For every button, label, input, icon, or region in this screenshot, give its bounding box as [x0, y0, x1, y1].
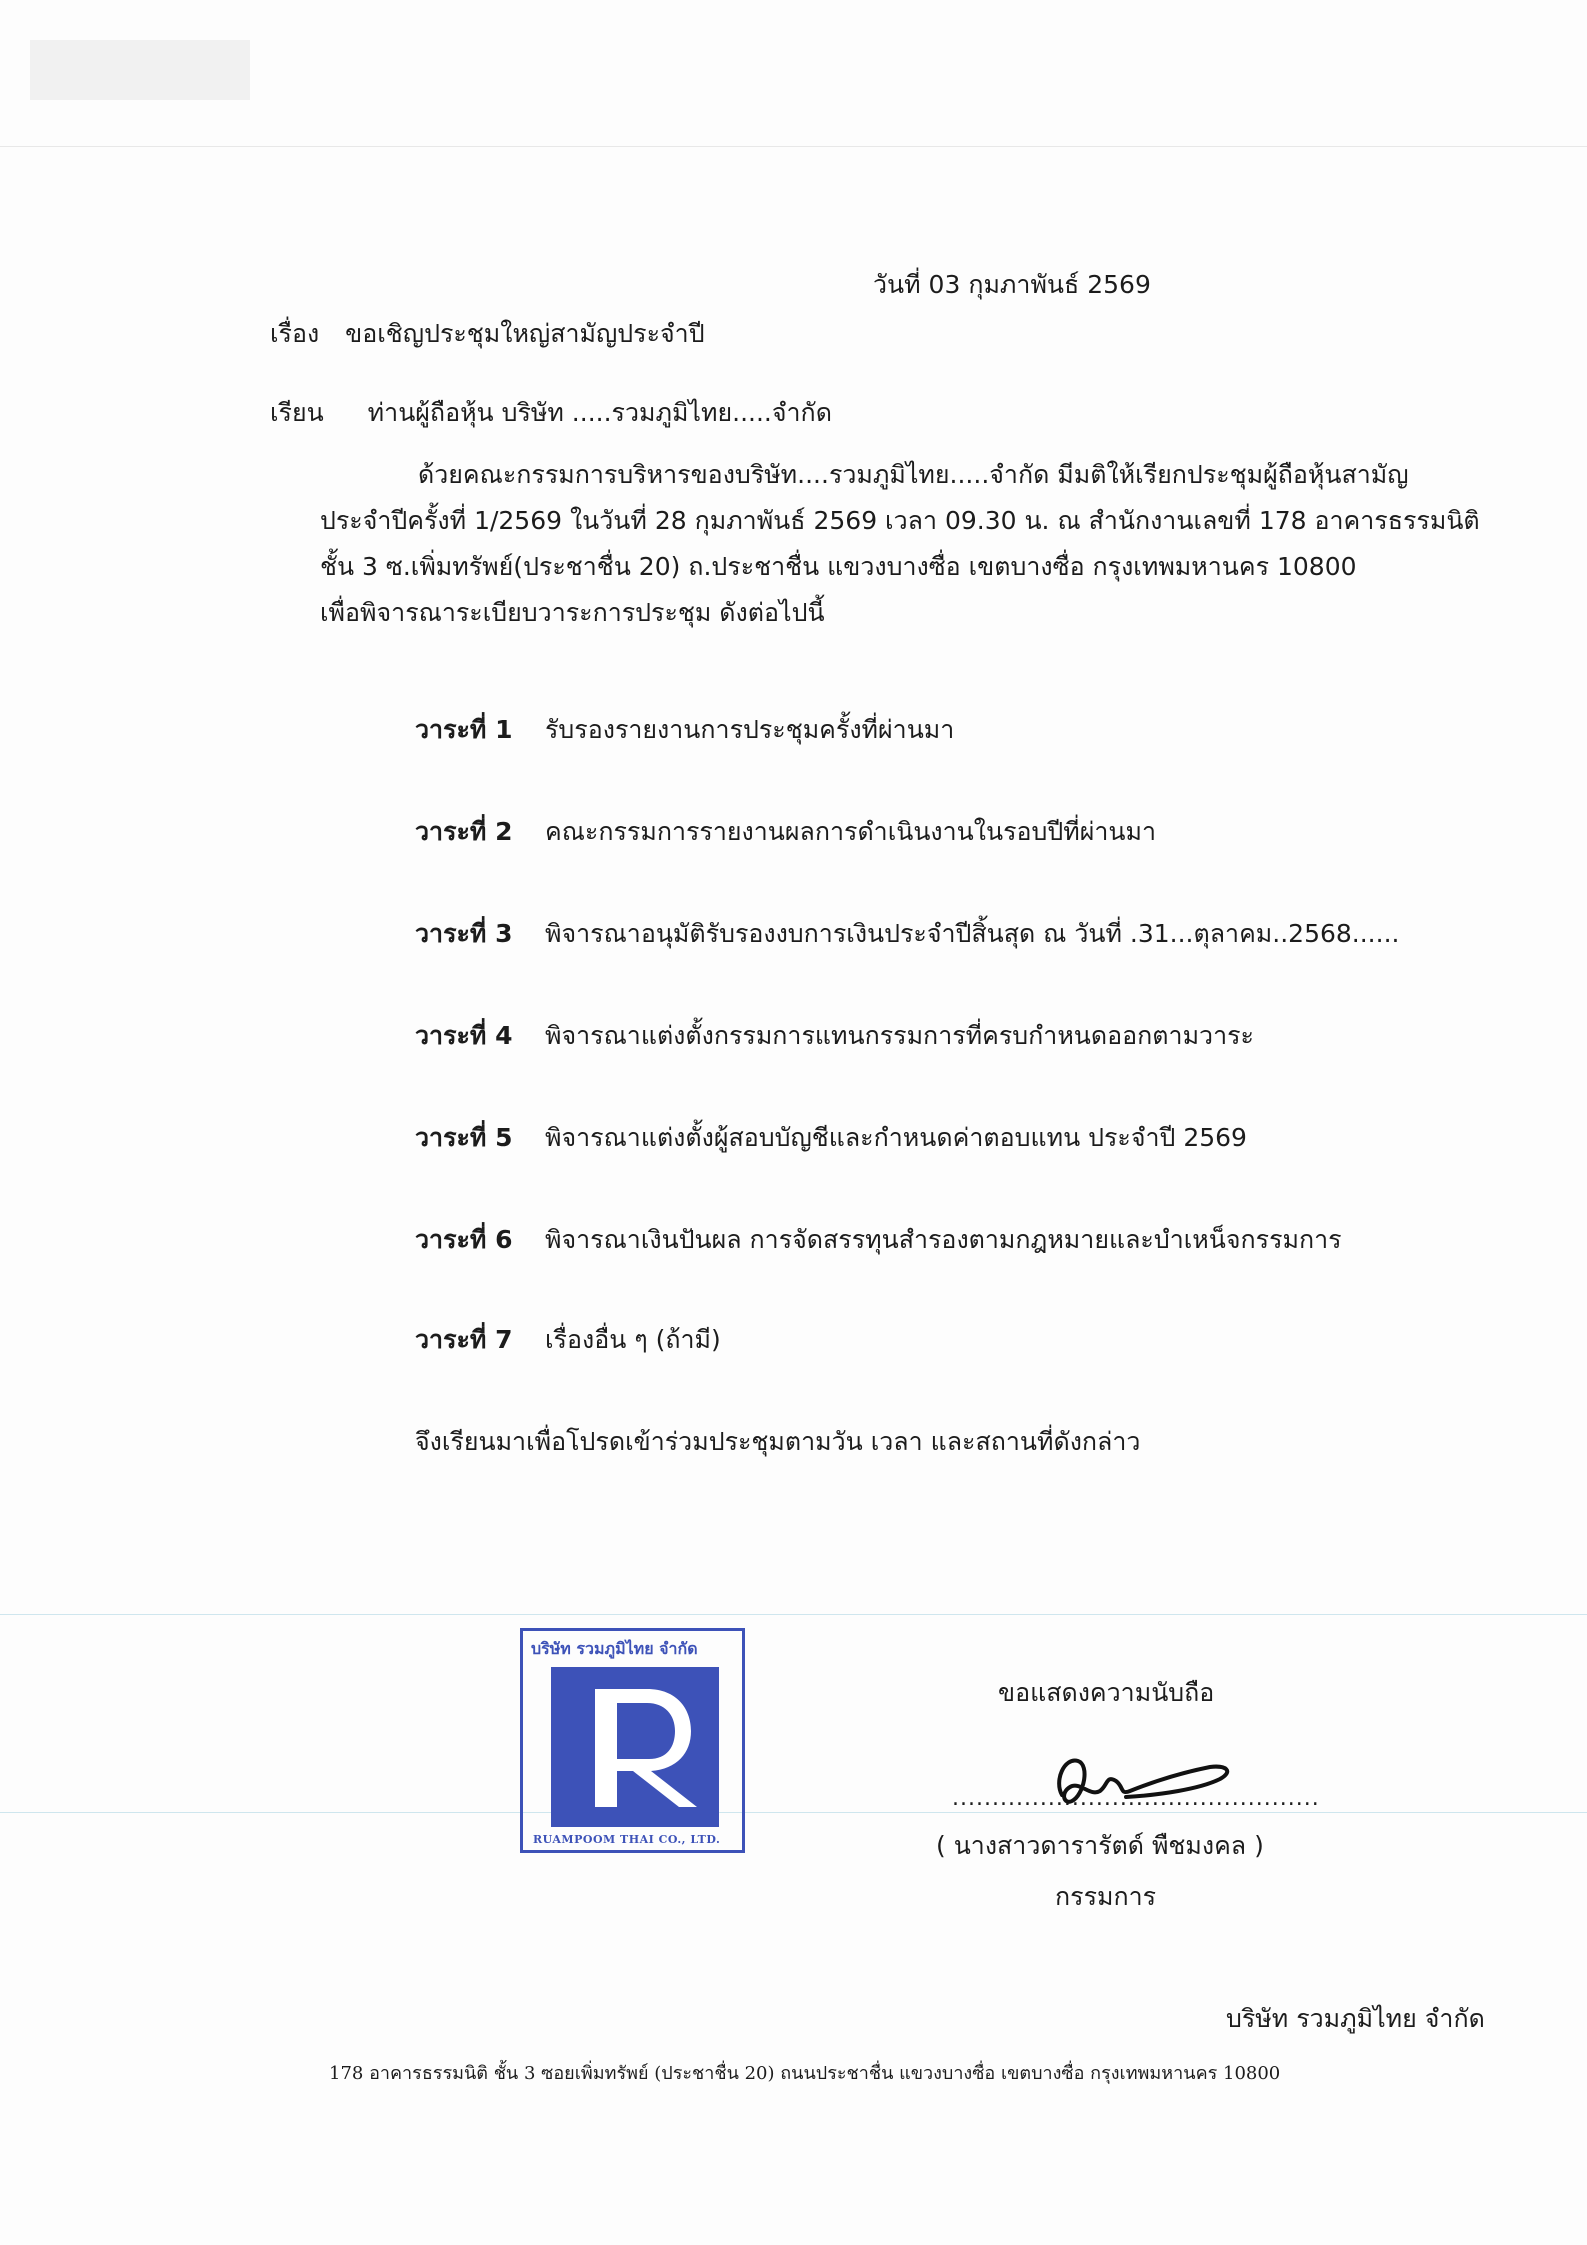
agenda-text: พิจารณาแต่งตั้งผู้สอบบัญชีและกำหนดค่าตอบแทน ประจำปี 2569: [545, 1123, 1247, 1152]
regards-text: ขอแสดงความนับถือ: [998, 1678, 1215, 1707]
agenda-text: เรื่องอื่น ๆ (ถ้ามี): [545, 1325, 721, 1354]
intro-line: เพื่อพิจารณาระเบียบวาระการประชุม ดังต่อไปนี้: [320, 598, 825, 627]
letter-date: วันที่ 03 กุมภาพันธ์ 2569: [873, 270, 1151, 299]
agenda-number: วาระที่ 6: [415, 1225, 513, 1254]
intro-line: ประจำปีครั้งที่ 1/2569 ในวันที่ 28 กุมภาพันธ์ 2569 เวลา 09.30 น. ณ สำนักงานเลขที่ 178 อาคารธรรมนิติ: [320, 506, 1480, 535]
subject-line: [270, 317, 705, 351]
signatory-name: ( นางสาวดารารัตด์ พืชมงคล ): [936, 1831, 1264, 1860]
agenda-item: [415, 1220, 1342, 1260]
agenda-number: วาระที่ 4: [415, 1021, 513, 1050]
footer-company: บริษัท รวมภูมิไทย จำกัด: [1226, 2004, 1485, 2033]
recipient-text: ท่านผู้ถือหุ้น บริษัท .....รวมภูมิไทย.....จำกัด: [367, 398, 832, 427]
agenda-number: วาระที่ 7: [415, 1325, 513, 1354]
closing-sentence: จึงเรียนมาเพื่อโปรดเข้าร่วมประชุมตามวัน เวลา และสถานที่ดังกล่าว: [415, 1427, 1141, 1456]
company-stamp: [520, 1628, 745, 1853]
recipient-label: เรียน: [270, 398, 324, 427]
agenda-text: คณะกรรมการรายงานผลการดำเนินงานในรอบปีที่ผ่านมา: [545, 817, 1157, 846]
signature-dotted-line: ..............................................: [952, 1786, 1320, 1811]
agenda-text: พิจารณาเงินปันผล การจัดสรรทุนสำรองตามกฎหมายและบำเหน็จกรรมการ: [545, 1225, 1342, 1254]
agenda-number: วาระที่ 3: [415, 919, 513, 948]
agenda-item: [415, 710, 954, 750]
agenda-number: วาระที่ 2: [415, 817, 513, 846]
scan-artifact: [30, 40, 250, 100]
scan-line: [0, 1614, 1587, 1615]
intro-line: ด้วยคณะกรรมการบริหารของบริษัท....รวมภูมิไทย.....จำกัด มีมติให้เรียกประชุมผู้ถือหุ้นสามัญ: [418, 460, 1409, 489]
agenda-item: [415, 1320, 721, 1360]
footer-address: 178 อาคารธรรมนิติ ชั้น 3 ซอยเพิ่มทรัพย์ (ประชาชื่น 20) ถนนประชาชื่น แขวงบางซื่อ เขตบางซื่อ กรุงเทพมหานคร 10800: [329, 2063, 1281, 2084]
stamp-bottom-text: RUAMPOOM THAI CO., LTD.: [533, 1833, 721, 1846]
agenda-text: รับรองรายงานการประชุมครั้งที่ผ่านมา: [545, 715, 955, 744]
intro-line: ชั้น 3 ซ.เพิ่มทรัพย์(ประชาชื่น 20) ถ.ประชาชื่น แขวงบางซื่อ เขตบางซื่อ กรุงเทพมหานคร 10800: [320, 552, 1357, 581]
agenda-text: พิจารณาอนุมัติรับรองงบการเงินประจำปีสิ้นสุด ณ วันที่ .31...ตุลาคม..2568......: [545, 919, 1400, 948]
agenda-item: [415, 812, 1156, 852]
signature-icon: [1050, 1745, 1240, 1815]
stamp-top-text: บริษัท รวมภูมิไทย จำกัด: [531, 1639, 698, 1658]
subject-text: ขอเชิญประชุมใหญ่สามัญประจำปี: [345, 319, 705, 348]
agenda-item: [415, 1118, 1247, 1158]
agenda-number: วาระที่ 1: [415, 715, 513, 744]
agenda-item: [415, 914, 1399, 954]
subject-label: เรื่อง: [270, 319, 320, 348]
intro-paragraph: [320, 452, 1510, 636]
scan-line: [0, 146, 1587, 147]
signatory-position: กรรมการ: [1055, 1882, 1157, 1911]
scan-line: [0, 1812, 1587, 1813]
agenda-text: พิจารณาแต่งตั้งกรรมการแทนกรรมการที่ครบกำหนดออกตามวาระ: [545, 1021, 1254, 1050]
company-logo-icon: [551, 1667, 719, 1827]
recipient-line: [270, 396, 832, 430]
agenda-item: [415, 1016, 1254, 1056]
agenda-number: วาระที่ 5: [415, 1123, 513, 1152]
